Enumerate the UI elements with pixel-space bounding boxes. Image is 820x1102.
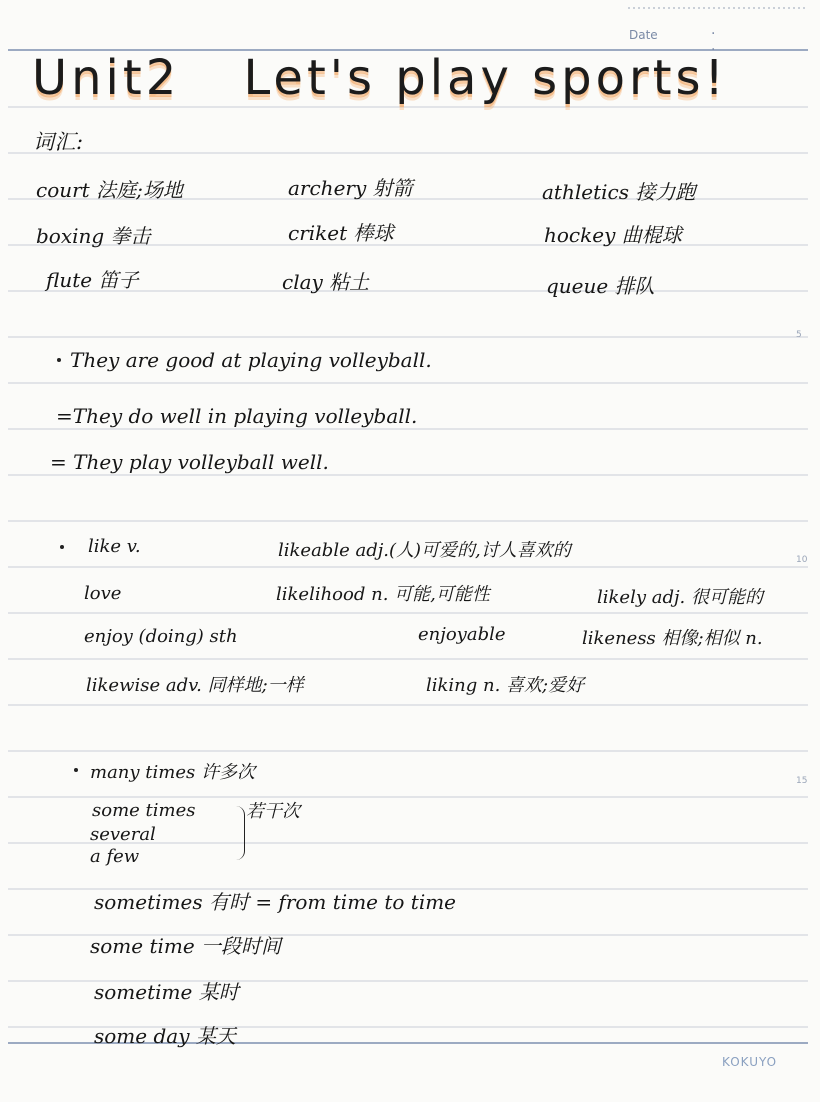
vocab-item: queue 排队 xyxy=(546,274,655,298)
phrase: sometime 某时 xyxy=(94,980,239,1004)
word-form: liking n. 喜欢;爱好 xyxy=(426,675,585,696)
vocab-item: archery 射箭 xyxy=(288,176,413,200)
bullet-dot xyxy=(74,768,78,772)
brace-label: 若干次 xyxy=(246,801,300,822)
margin-number: 10 xyxy=(796,555,808,565)
bullet-dot xyxy=(57,358,61,362)
brace-mark xyxy=(236,806,245,860)
example-sentence: = They play volleyball well. xyxy=(50,450,329,474)
brand-logo: KOKUYO xyxy=(722,1055,778,1069)
vocab-item: flute 笛子 xyxy=(46,268,139,292)
word-form: like v. xyxy=(88,536,141,557)
phrase: some day 某天 xyxy=(94,1024,236,1048)
word-form: enjoy (doing) sth xyxy=(84,626,238,647)
title-text: Let's play sports! xyxy=(243,50,728,106)
vocab-item: athletics 接力跑 xyxy=(542,180,696,204)
phrase: several xyxy=(90,824,156,845)
word-form: love xyxy=(84,583,122,604)
word-form: likeness 相像;相似 n. xyxy=(582,628,763,649)
phrase: some time 一段时间 xyxy=(90,934,282,958)
word-form: likely adj. 很可能的 xyxy=(597,587,763,608)
margin-number: 5 xyxy=(796,330,802,340)
phrase: sometimes 有时 = from time to time xyxy=(94,890,457,914)
phrase: some times xyxy=(92,800,196,821)
vocab-item: hockey 曲棍球 xyxy=(544,223,682,247)
vocab-heading: 词汇: xyxy=(33,130,84,154)
date-dots: · · xyxy=(711,26,754,58)
unit-label: Unit2 xyxy=(32,50,181,106)
word-form: enjoyable xyxy=(418,624,506,645)
example-sentence: They are good at playing volleyball. xyxy=(70,348,432,372)
page-title xyxy=(30,50,730,106)
date-label: Date xyxy=(629,28,658,42)
word-form: likewise adv. 同样地;一样 xyxy=(86,675,304,696)
word-form: likeable adj.(人)可爱的,讨人喜欢的 xyxy=(278,540,571,561)
phrase: many times 许多次 xyxy=(90,762,255,783)
vocab-item: boxing 拳击 xyxy=(36,224,151,248)
vocab-item: clay 粘土 xyxy=(282,270,370,294)
phrase: a few xyxy=(90,846,140,867)
vocab-item: court 法庭;场地 xyxy=(36,178,183,202)
example-sentence: =They do well in playing volleyball. xyxy=(56,404,418,428)
word-form: likelihood n. 可能,可能性 xyxy=(276,584,490,605)
bullet-dot xyxy=(60,545,64,549)
margin-number: 15 xyxy=(796,776,808,786)
vocab-item: criket 棒球 xyxy=(288,221,394,245)
